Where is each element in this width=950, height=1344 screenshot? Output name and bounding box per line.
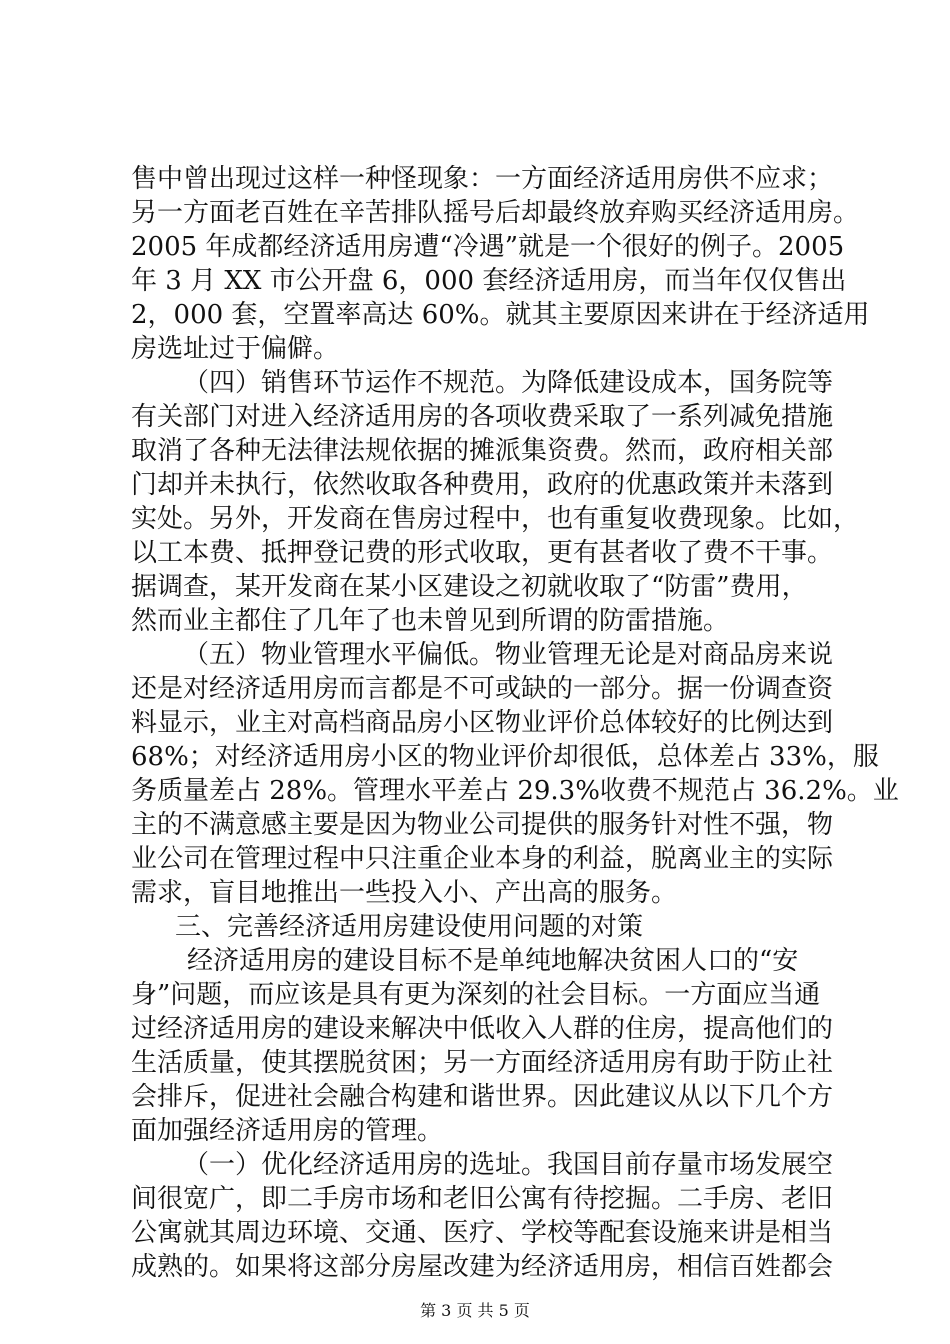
body-line: 业公司在管理过程中只注重企业本身的利益，脱离业主的实际 <box>131 844 834 874</box>
body-line: 68%；对经济适用房小区的物业评价却很低，总体差占 33%，服 <box>131 742 879 772</box>
body-line: 另一方面老百姓在辛苦排队摇号后却最终放弃购买经济适用房。 <box>131 198 860 228</box>
body-line: 2005 年成都经济适用房遭“冷遇”就是一个很好的例子。2005 <box>131 232 845 262</box>
body-line: 门却并未执行，依然收取各种费用，政府的优惠政策并未落到 <box>131 470 834 500</box>
body-line: 公寓就其周边环境、交通、医疗、学校等配套设施来讲是相当 <box>131 1218 834 1248</box>
body-line: 生活质量，使其摆脱贫困；另一方面经济适用房有助于防止社 <box>131 1048 834 1078</box>
body-line: 过经济适用房的建设来解决中低收入人群的住房，提高他们的 <box>131 1014 834 1044</box>
body-line: 房选址过于偏僻。 <box>131 334 340 364</box>
body-line: 料显示，业主对高档商品房小区物业评价总体较好的比例达到 <box>131 708 834 738</box>
body-line: 据调查，某开发商在某小区建设之初就收取了“防雷”费用， <box>131 572 808 602</box>
paragraph-heading-line: （五）物业管理水平偏低。物业管理无论是对商品房来说 <box>183 640 834 670</box>
paragraph-heading-line: （一）优化经济适用房的选址。我国目前存量市场发展空 <box>183 1150 834 1180</box>
paragraph-heading-line: （四）销售环节运作不规范。为降低建设成本，国务院等 <box>183 368 834 398</box>
body-line: 2，000 套，空置率高达 60%。就其主要原因来讲在于经济适用 <box>131 300 870 330</box>
body-line: 然而业主都住了几年了也未曾见到所谓的防雷措施。 <box>131 606 730 636</box>
body-line: 取消了各种无法律法规依据的摊派集资费。然而，政府相关部 <box>131 436 834 466</box>
body-line: 务质量差占 28%。管理水平差占 29.3%收费不规范占 36.2%。业 <box>131 776 899 806</box>
body-line: 主的不满意感主要是因为物业公司提供的服务针对性不强，物 <box>131 810 834 840</box>
body-line: 成熟的。如果将这部分房屋改建为经济适用房，相信百姓都会 <box>131 1252 834 1282</box>
body-line: 有关部门对进入经济适用房的各项收费采取了一系列减免措施 <box>131 402 834 432</box>
body-line: 需求，盲目地推出一些投入小、产出高的服务。 <box>131 878 678 908</box>
page-number-footer: 第 3 页 共 5 页 <box>420 1301 530 1320</box>
body-line: 间很宽广，即二手房市场和老旧公寓有待挖掘。二手房、老旧 <box>131 1184 834 1214</box>
body-line: 面加强经济适用房的管理。 <box>131 1116 444 1146</box>
paragraph-heading-line: 经济适用房的建设目标不是单纯地解决贫困人口的“安 <box>187 946 799 976</box>
body-line: 身”问题，而应该是具有更为深刻的社会目标。一方面应当通 <box>131 980 821 1010</box>
section-heading: 三、完善经济适用房建设使用问题的对策 <box>175 912 644 942</box>
body-line: 年 3 月 XX 市公开盘 6，000 套经济适用房，而当年仅仅售出 <box>131 266 847 296</box>
body-line: 以工本费、抵押登记费的形式收取，更有甚者收了费不干事。 <box>131 538 834 568</box>
body-line: 实处。另外，开发商在售房过程中，也有重复收费现象。比如， <box>131 504 860 534</box>
body-line: 会排斥，促进社会融合构建和谐世界。因此建议从以下几个方 <box>131 1082 834 1112</box>
body-line: 售中曾出现过这样一种怪现象：一方面经济适用房供不应求； <box>131 164 834 194</box>
body-line: 还是对经济适用房而言都是不可或缺的一部分。据一份调查资 <box>131 674 834 704</box>
